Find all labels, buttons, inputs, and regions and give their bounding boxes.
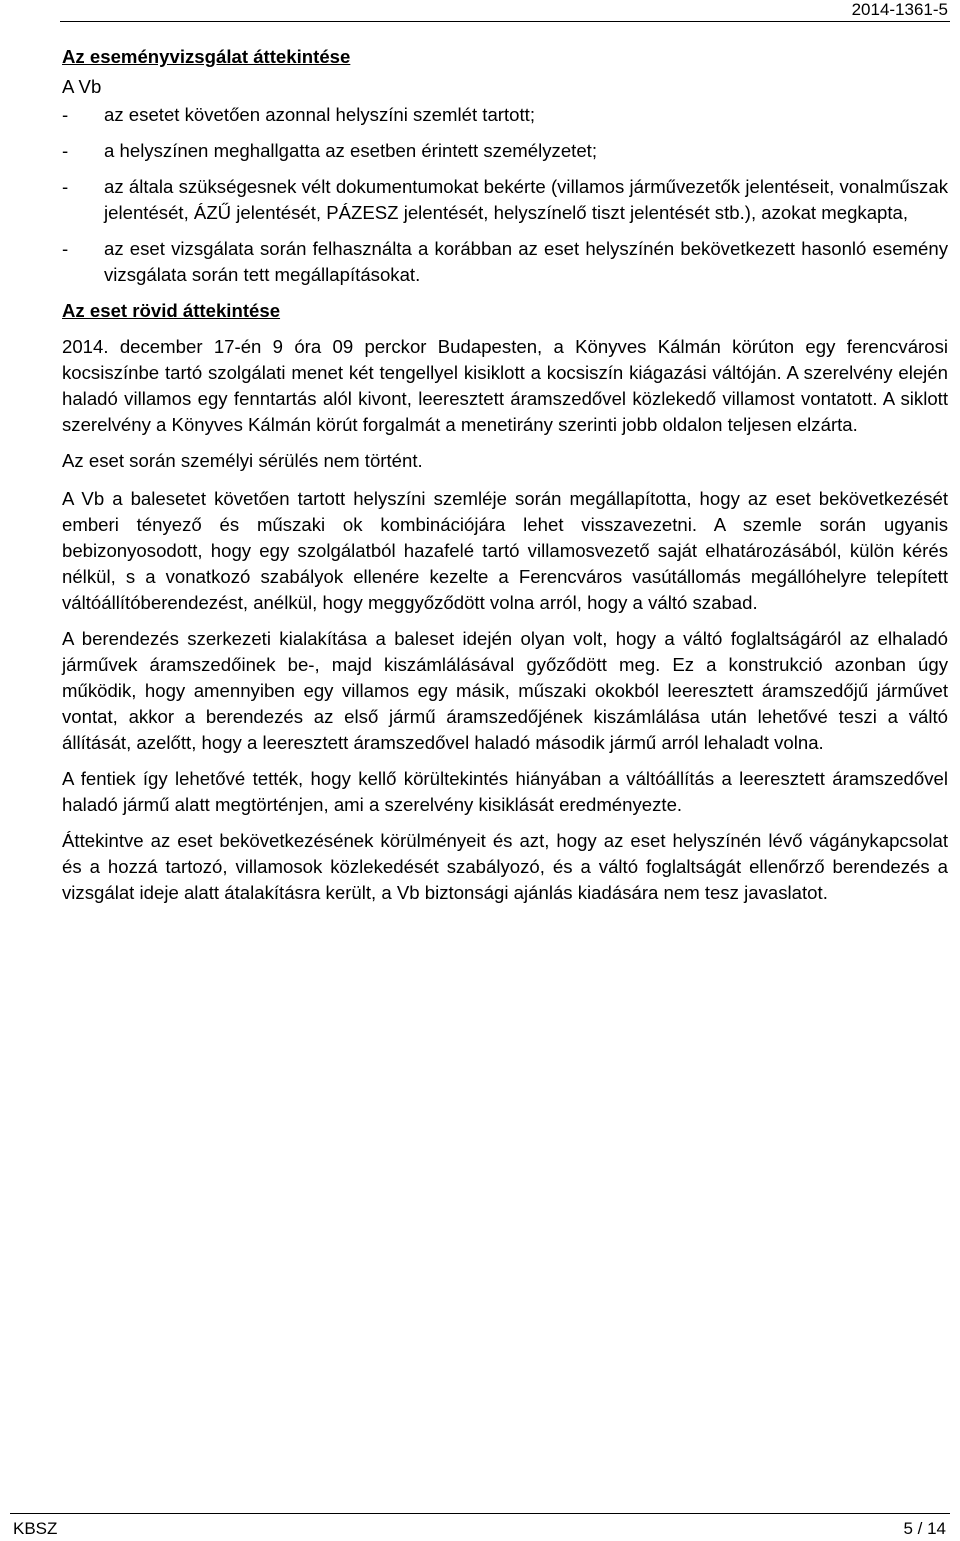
paragraph: A fentiek így lehetővé tették, hogy kellő körültekintés hiányában a váltóállítás a leeresztett áramszedővel haladó jármű alatt megtörténjen, ami a szerelvény kisiklását eredményezte. xyxy=(62,768,948,815)
list-item: - az általa szükségesnek vélt dokumentumokat bekérte (villamos járművezetők jelentéseit, vonalműszak jelentését, ÁZŰ jelentését, PÁZESZ jelentését, helyszínelő tiszt jelentését stb.), azokat megkapta, xyxy=(62,174,948,226)
doc-id: 2014-1361-5 xyxy=(851,0,948,19)
section-intro: A Vb xyxy=(62,76,102,97)
header-rule xyxy=(60,21,950,22)
paragraph: A berendezés szerkezeti kialakítása a baleset idején olyan volt, hogy a váltó foglaltságáról az elhaladó járművek áramszedőinek be-, majd kiszámlálásával győződött meg. Ez a konstrukció azonban úgy működik, hogy amennyiben egy villamos egy másik, műszaki okokból leeresztett áramszedőjű járművet vontat, akkor a berendezés az első jármű áramszedőjének kiszámlálása után lehetővé teszi a váltó állítását, azelőtt, hogy a leeresztett áramszedővel haladó második jármű arról lehaladt volna. xyxy=(62,628,948,753)
section-title-overview: Az eseményvizsgálat áttekintése xyxy=(62,46,351,67)
list-item: - a helyszínen meghallgatta az esetben érintett személyzetet; xyxy=(62,138,948,164)
page-content xyxy=(62,44,948,916)
footer-org: KBSZ xyxy=(13,1519,58,1538)
action-list xyxy=(62,102,948,288)
paragraph: A Vb a balesetet követően tartott helyszíni szemléje során megállapította, hogy az eset bekövetkezését emberi tényező és műszaki ok kombinációjára lehet visszavezetni. A szemle során ugyanis bebizonyosodott, hogy egy szolgálatból hazafelé tartó villamosvezető saját elhatározásából, külön kérés nélkül, s a vonatkozó szabályok ellenére kezelte a Ferencváros vasútállomás megállóhelyre telepített váltóállítóberendezést, anélkül, hogy meggyőződött volna arról, hogy a váltó szabad. xyxy=(62,488,948,613)
paragraph: Áttekintve az eset bekövetkezésének körülményeit és azt, hogy az eset helyszínén lévő vágánykapcsolat és a hozzá tartozó, villamosok közlekedését szabályozó, és a váltó foglaltságát ellenőrző berendezés a vizsgálat ideje alatt átalakításra került, a Vb biztonsági ajánlás kiadására nem tesz javaslatot. xyxy=(62,830,948,903)
list-item: - az eset vizsgálata során felhasználta a korábban az eset helyszínén bekövetkezett hasonló esemény vizsgálata során tett megállapításokat. xyxy=(62,236,948,288)
list-item: - az esetet követően azonnal helyszíni szemlét tartott; xyxy=(62,102,948,128)
page-number: 5 / 14 xyxy=(903,1519,946,1538)
footer-rule xyxy=(10,1513,950,1514)
paragraph: 2014. december 17-én 9 óra 09 perckor Budapesten, a Könyves Kálmán körúton egy ferencvárosi kocsiszínbe tartó szolgálati menet két tengellyel kisiklott a kocsiszín kiágazási váltóján. A szerelvény elején haladó villamos egy fenntartás alól kivont, leeresztett áramszedővel közlekedő villamost vontatott. A siklott szerelvény a Könyves Kálmán körút forgalmát a menetirány szerinti jobb oldalon teljesen elzárta. xyxy=(62,336,948,435)
paragraph: Az eset során személyi sérülés nem történt. xyxy=(62,450,423,471)
section-title-summary: Az eset rövid áttekintése xyxy=(62,300,281,321)
